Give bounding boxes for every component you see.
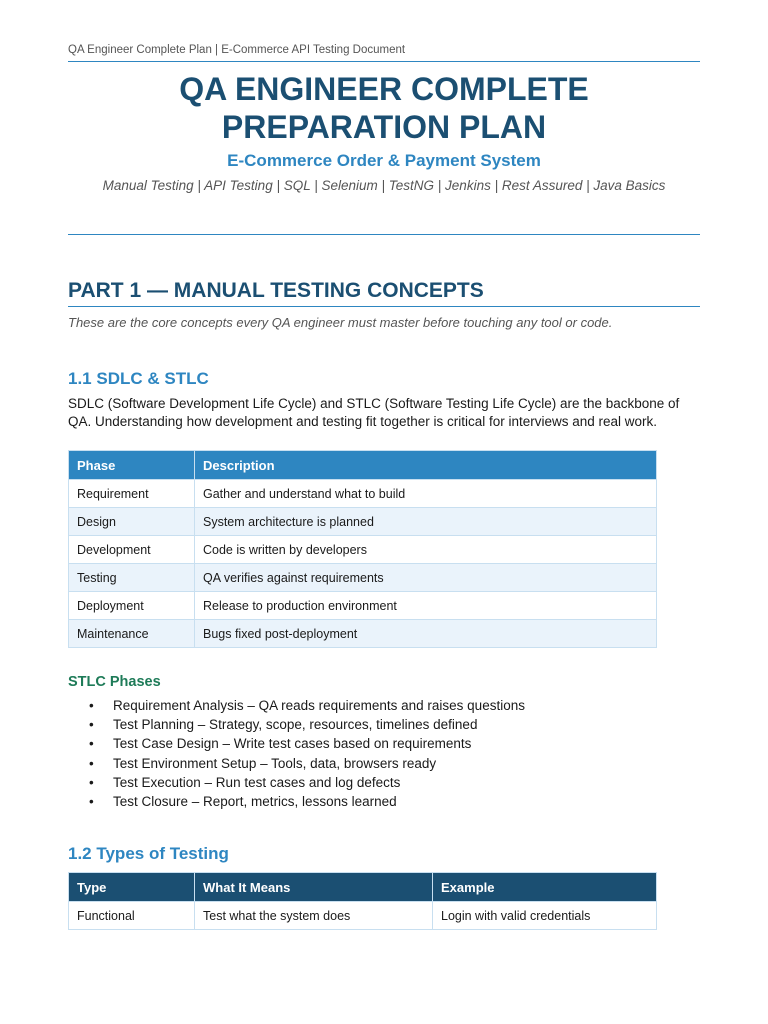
document-title (68, 70, 700, 146)
table-row (69, 592, 657, 620)
topics-line: Manual Testing | API Testing | SQL | Selenium | TestNG | Jenkins | Rest Assured | Java Basics (102, 178, 666, 193)
table-row (69, 508, 657, 536)
table-header-row (69, 451, 657, 480)
description-cell: Code is written by developers (195, 536, 657, 564)
list-item-text: Test Planning – Strategy, scope, resources, timelines defined (113, 717, 478, 733)
document-subtitle: E-Commerce Order & Payment System (227, 151, 541, 170)
table-row (69, 902, 657, 930)
sdlc-phase-table (68, 450, 657, 648)
section-1-1-paragraph: SDLC (Software Development Life Cycle) and STLC (Software Testing Life Cycle) are the backbone of QA. Understanding how development and testing fit together is critical for interviews and real work. (68, 396, 680, 429)
bullet-marker: • (89, 717, 94, 733)
meaning-cell: Test what the system does (195, 902, 433, 930)
bullet-marker: • (89, 736, 94, 752)
list-item-text: Test Case Design – Write test cases based on requirements (113, 736, 472, 752)
document-title-line-1: QA ENGINEER COMPLETE (179, 71, 589, 107)
description-cell: System architecture is planned (195, 508, 657, 536)
testing-types-table (68, 872, 657, 930)
column-header-phase: Phase (69, 451, 195, 480)
phase-cell: Testing (69, 564, 195, 592)
column-header-type: Type (69, 873, 195, 902)
description-cell: Gather and understand what to build (195, 480, 657, 508)
list-item (68, 792, 700, 811)
description-cell: Release to production environment (195, 592, 657, 620)
phase-cell: Design (69, 508, 195, 536)
bullet-marker: • (89, 794, 94, 810)
stlc-phase-list (68, 696, 700, 811)
table-row (69, 480, 657, 508)
list-item-text: Test Execution – Run test cases and log defects (113, 774, 401, 790)
title-divider (68, 234, 700, 235)
list-item (68, 754, 700, 773)
document-title-line-2: PREPARATION PLAN (221, 109, 547, 145)
part-1-intro: These are the core concepts every QA engineer must master before touching any tool or code. (68, 315, 613, 330)
column-header-description: Description (195, 451, 657, 480)
stlc-phases-heading: STLC Phases (68, 674, 161, 690)
table-header-row (69, 873, 657, 902)
list-item (68, 696, 700, 715)
type-cell: Functional (69, 902, 195, 930)
table-row (69, 620, 657, 648)
column-header-example: Example (433, 873, 657, 902)
bullet-marker: • (89, 755, 94, 771)
running-header: QA Engineer Complete Plan | E-Commerce API Testing Document (68, 44, 700, 62)
list-item-text: Requirement Analysis – QA reads requirements and raises questions (113, 698, 525, 713)
list-item-text: Test Closure – Report, metrics, lessons learned (113, 794, 397, 810)
bullet-marker: • (89, 698, 94, 713)
phase-cell: Development (69, 536, 195, 564)
table-row (69, 536, 657, 564)
description-cell: Bugs fixed post-deployment (195, 620, 657, 648)
column-header-what-it-means: What It Means (195, 873, 433, 902)
bullet-marker: • (89, 774, 94, 790)
list-item-text: Test Environment Setup – Tools, data, browsers ready (113, 755, 437, 771)
list-item (68, 715, 700, 734)
table-row (69, 564, 657, 592)
example-cell: Login with valid credentials (433, 902, 657, 930)
list-item (68, 734, 700, 753)
section-1-2-heading: 1.2 Types of Testing (68, 844, 229, 863)
description-cell: QA verifies against requirements (195, 564, 657, 592)
phase-cell: Deployment (69, 592, 195, 620)
list-item (68, 773, 700, 792)
phase-cell: Requirement (69, 480, 195, 508)
part-1-heading: PART 1 — MANUAL TESTING CONCEPTS (68, 279, 700, 307)
section-1-1-heading: 1.1 SDLC & STLC (68, 369, 209, 388)
phase-cell: Maintenance (69, 620, 195, 648)
